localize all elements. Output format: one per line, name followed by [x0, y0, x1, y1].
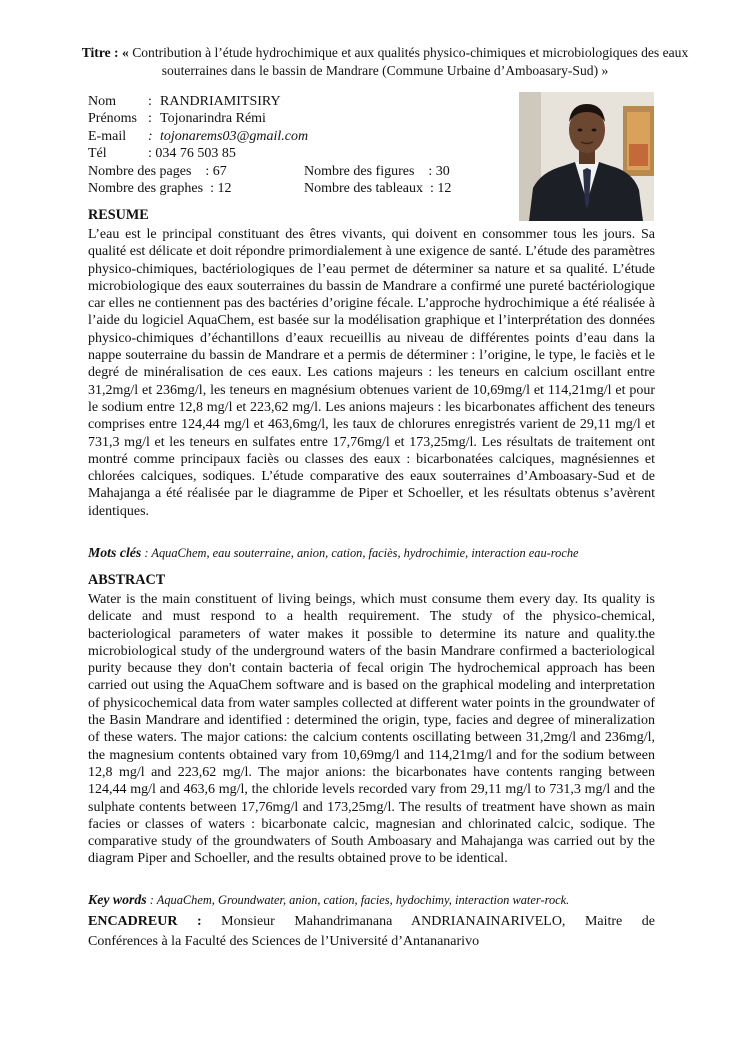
- title-text: Contribution à l’étude hydrochimique et aux qualités physico-chimiques et microbiologiques des eaux souterraines dans le bassin de Mandrare (Commune Urbaine d’Amboasary-Sud) »: [132, 45, 689, 78]
- encadreur-line-2: Conférences à la Faculté des Sciences de l’Université d’Antananarivo: [88, 934, 480, 949]
- email-label: E-mail: [88, 128, 127, 144]
- mots-cles-text: : AquaChem, eau souterraine, anion, cation, faciès, hydrochimie, interaction eau-roche: [144, 546, 579, 560]
- graphes-tableaux-row: [88, 180, 452, 197]
- tel-row: [88, 145, 308, 162]
- resume-heading: RESUME: [88, 207, 149, 223]
- key-words-text: : AquaChem, Groundwater, anion, cation, facies, hydochimy, interaction water-rock.: [149, 893, 570, 907]
- author-photo: [519, 92, 654, 221]
- pages-figures-row: [88, 163, 450, 180]
- colon: :: [148, 94, 152, 109]
- prenoms-label: Prénoms: [88, 111, 137, 127]
- graphes-value: : 12: [210, 180, 232, 196]
- nom-value: RANDRIAMITSIRY: [160, 94, 281, 109]
- key-words-label: Key words: [88, 892, 147, 907]
- encadreur-line-1: [88, 912, 655, 932]
- graphes-label: Nombre des graphes: [88, 180, 204, 196]
- prenoms-row: [88, 110, 308, 127]
- encadreur-name: Monsieur Mahandrimanana ANDRIANAINARIVELO, Maitre de: [221, 914, 656, 929]
- key-words-line: [88, 892, 668, 908]
- email-row: [88, 128, 308, 145]
- abstract-paragraph: Water is the main constituent of living beings, which must consume them every day. Its quality is delicate and must respond to a health requirement. The study of the physico-chemical, bacteriological parameters of water makes it possible to determine its nature and quality.the microbiological study of the underground waters of the basin Mandrare confirmed a bacteriological purity because they don't contain bacteria of fecal origin The hydrochemical approach has been carried out using the AquaChem software and is based on the graphical modeling and interpretation of physicochemical data from water samples collected at different water points in the groundwater of the Basin Mandrare and identified : determined the origin, type, facies and degree of mineralization of these waters. The major cations: the calcium contents oscillating between 31,2mg/l and 236mg/l, the magnesium contents obtained vary from 10,69mg/l and 114,21mg/l and for the sodium between 12,8 mg/l and 223,62 mg/l. The major anions: the bicarbonates have contents ranging between 124,44 mg/l and 463,6 mg/l, the chloride levels recorded vary from 29,11 mg/l to 731,3 mg/l and the sulphate contents between 17,76mg/l and 173,25mg/l. The results of treatment have shown as main facies or classes of waters : bicarbonate calcic, magnesian and chlorinated calcic, sodique. The comparative study of the groundwaters of South Amboasary and Mahajanga was carried out by the diagram Piper and Schoeller, and the results obtained prove to be identical.: [88, 592, 655, 867]
- figures-value: : 30: [428, 163, 450, 179]
- prenoms-value: Tojonarindra Rémi: [160, 111, 266, 127]
- figures-label: Nombre des figures: [304, 163, 415, 179]
- abstract-heading: ABSTRACT: [88, 572, 166, 588]
- author-info-block: [88, 93, 452, 197]
- document-title: [70, 44, 700, 79]
- colon: :: [148, 111, 152, 127]
- mots-cles-label: Mots clés: [88, 545, 142, 560]
- nom-row: [88, 93, 308, 110]
- resume-paragraph: L’eau est le principal constituant des êtres vivants, qui doivent en consommer tous les jours. Sa qualité est délicate et doit répondre primordialement à une exigence de santé. L’étude des paramètres physico-chimiques, bactériologiques de l’eau permet de déterminer sa nature et sa qualité. L’étude microbiologique des eaux souterraines du bassin de Mandrare a confirmé une pureté bactériologique car elles ne contiennent pas des bactéries d’origine fécale. L’approche hydrochimique a été réalisée à l’aide du logiciel AquaChem, est basée sur la modélisation graphique et l’interprétation des données physico-chimiques d’échantillons d’eaux recueillis au niveau de différentes points d’eau dans la nappe souterraine du bassin de Mandrare et a permis de déterminer : l’origine, le type, le faciès et le degré de minéralisation de ces eaux. Les cations majeurs : les teneurs en calcium oscillant entre 31,2mg/l et 236mg/l, les teneurs en magnésium obtenues varient de 10,69mg/l et 114,21mg/l et pour le sodium entre 12,8 mg/l et 223,62 mg/l. Les anions majeurs : les bicarbonates affichent des teneurs comprises entre 124,44 mg/l et 463,6mg/l, les taux de chlorures enregistrés varient de 29,11 mg/l et 731,3 mg/l et les teneurs en sulfates entre 17,76mg/l et 173,25mg/l. Les résultats de traitement ont montré comme principaux faciès ou classes des eaux : bicarbonatées calciques, magnésiennes et chlorées calciques, sodiques. L’étude comparative des eaux souterraines d’Amboasary-Sud et de Mahajanga a été réalisée par le diagramme de Piper et Schoeller, et les résultats obtenus s’avèrent identiques.: [88, 227, 655, 519]
- tel-label: Tél: [88, 146, 107, 162]
- colon: :: [148, 128, 153, 144]
- email-value[interactable]: tojonarems03@gmail.com: [160, 128, 309, 144]
- tableaux-label: Nombre des tableaux: [304, 180, 423, 196]
- pages-label: Nombre des pages: [88, 163, 192, 179]
- tel-value: : 034 76 503 85: [148, 146, 236, 162]
- nom-label: Nom: [88, 94, 116, 109]
- encadreur-label: ENCADREUR :: [88, 914, 202, 929]
- mots-cles-line: [88, 545, 668, 561]
- title-prefix: Titre : «: [81, 45, 129, 60]
- tableaux-value: : 12: [429, 180, 452, 196]
- pages-value: : 67: [205, 163, 227, 179]
- encadreur-block: [88, 912, 655, 952]
